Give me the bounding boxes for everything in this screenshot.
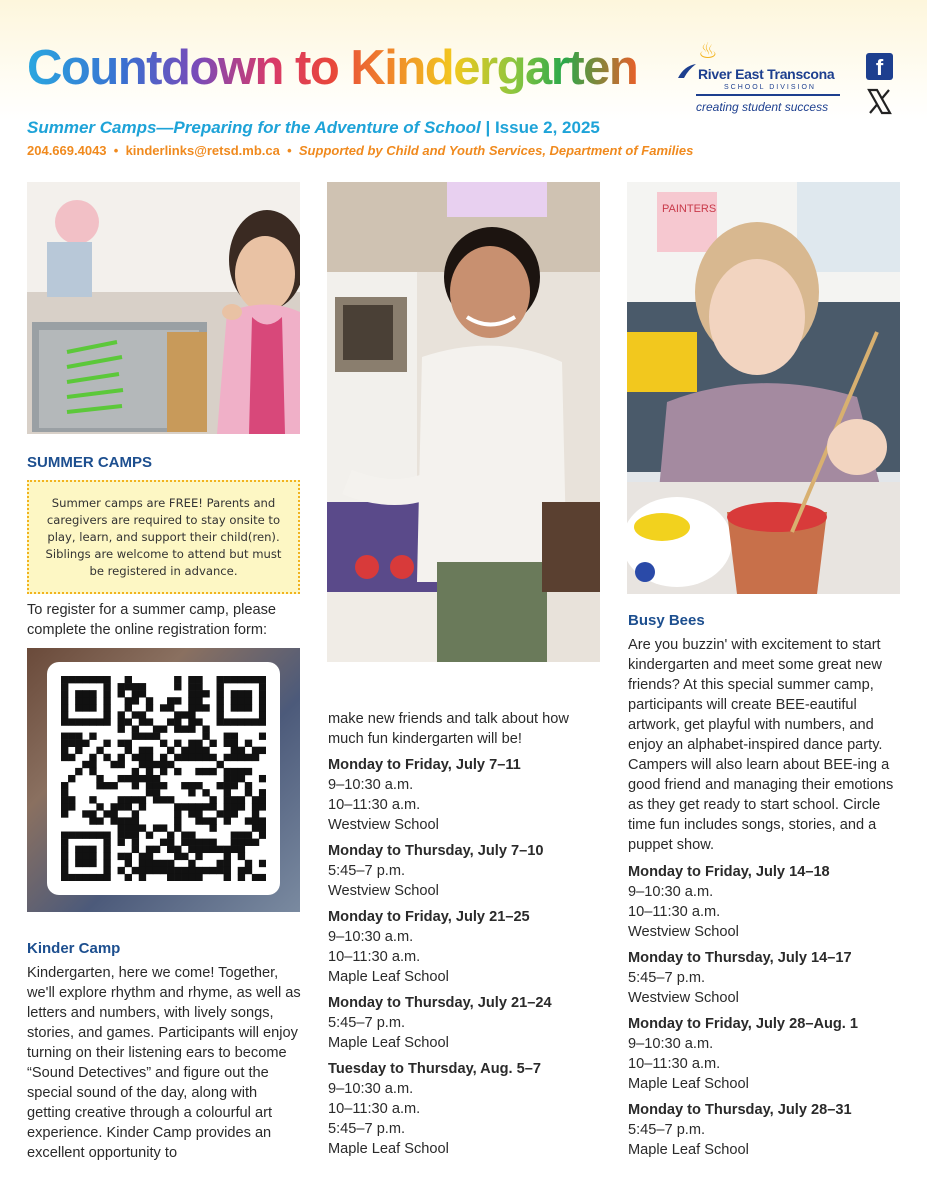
swoosh-icon	[676, 62, 698, 80]
x-icon[interactable]	[866, 88, 893, 115]
schedule-time: 10–11:30 a.m.	[328, 1101, 421, 1117]
painters-sign: PAINTERS	[662, 203, 717, 215]
flame-icon: ♨	[698, 38, 718, 63]
photo-toddler-craft	[27, 182, 300, 434]
schedule-location: Maple Leaf School	[628, 1076, 749, 1092]
schedule-block	[328, 1059, 608, 1159]
schedule-block	[328, 841, 608, 901]
schedule-location: Maple Leaf School	[328, 1035, 449, 1051]
logo-division: SCHOOL DIVISION	[724, 84, 816, 91]
busy-bees-heading: Busy Bees	[628, 612, 705, 629]
schedule-time: 5:45–7 p.m.	[628, 1122, 706, 1138]
photo-boy-kitchen	[327, 182, 600, 662]
schedule-time: 5:45–7 p.m.	[328, 863, 406, 879]
schedule-time: 9–10:30 a.m.	[328, 929, 414, 945]
bullet-separator: •	[113, 143, 119, 158]
logo-tagline: creating student success	[696, 100, 829, 114]
schedule-dates: Monday to Thursday, July 28–31	[628, 1102, 852, 1118]
logo-name: River East Transcona	[698, 66, 835, 82]
schedule-dates: Monday to Friday, July 21–25	[328, 909, 530, 925]
schedule-location: Westview School	[328, 817, 439, 833]
schedule-block	[328, 993, 608, 1053]
logo-rule	[696, 94, 840, 96]
schedule-block	[328, 907, 608, 987]
phone-number[interactable]: 204.669.4043	[27, 143, 107, 158]
schedule-location: Westview School	[328, 883, 439, 899]
register-line-2: complete the online registration form:	[27, 622, 268, 638]
schedule-time: 5:45–7 p.m.	[628, 970, 706, 986]
busy-bees-description: Are you buzzin' with excitement to start kindergarten and meet some great new friends? At this special summer camp, participants will create BEE-eautiful artwork, get playful with numbers, and enjoy an alphabet-inspired dance party. Campers will also learn about BEE-ing a good friend and managing their emotions as they get ready to start school. Circle time fun includes songs, stories, and a puppet show.	[628, 637, 894, 853]
schedule-block	[628, 862, 903, 942]
registration-qr-code[interactable]	[61, 676, 266, 881]
qr-card	[47, 662, 280, 895]
schedule-time: 10–11:30 a.m.	[628, 904, 721, 920]
photo-girl-painting	[627, 182, 900, 594]
facebook-icon[interactable]: f	[866, 53, 893, 80]
schedule-time: 5:45–7 p.m.	[328, 1121, 406, 1137]
kinder-camp-schedule	[328, 755, 608, 1165]
schedule-time: 9–10:30 a.m.	[628, 884, 714, 900]
schedule-dates: Monday to Friday, July 7–11	[328, 757, 521, 773]
issue-label: | Issue 2, 2025	[485, 118, 600, 137]
email-link[interactable]: kinderlinks@retsd.mb.ca	[125, 143, 280, 158]
subtitle	[27, 118, 600, 138]
schedule-dates: Monday to Friday, July 28–Aug. 1	[628, 1016, 859, 1032]
schedule-block	[328, 755, 608, 835]
schedule-location: Maple Leaf School	[628, 1142, 749, 1158]
schedule-block	[628, 1100, 903, 1160]
schedule-block	[628, 1014, 903, 1094]
kinder-camp-heading: Kinder Camp	[27, 940, 121, 957]
schedule-dates: Monday to Thursday, July 7–10	[328, 843, 544, 859]
schedule-dates: Monday to Thursday, July 14–17	[628, 950, 852, 966]
page-title: Countdown to Kindergarten	[27, 38, 637, 98]
free-camps-notice: Summer camps are FREE! Parents and caregivers are required to stay onsite to play, learn, and support their child(ren). Siblings are welcome to attend but must be registered in advance.	[27, 480, 300, 594]
contact-line	[27, 143, 693, 158]
schedule-dates: Monday to Friday, July 14–18	[628, 864, 830, 880]
schedule-dates: Monday to Thursday, July 21–24	[328, 995, 552, 1011]
retsd-logo	[672, 38, 844, 122]
schedule-time: 5:45–7 p.m.	[328, 1015, 406, 1031]
bullet-separator: •	[287, 143, 292, 158]
schedule-time: 10–11:30 a.m.	[628, 1056, 721, 1072]
subtitle-text: Summer Camps—Preparing for the Adventure of School	[27, 118, 481, 137]
register-line-1: To register for a summer camp, please	[27, 602, 276, 618]
schedule-location: Maple Leaf School	[328, 1141, 449, 1157]
schedule-time: 9–10:30 a.m.	[328, 777, 414, 793]
schedule-time: 9–10:30 a.m.	[328, 1081, 414, 1097]
schedule-location: Westview School	[628, 990, 739, 1006]
supported-by: Supported by Child and Youth Services, Department of Families	[298, 143, 694, 158]
kinder-camp-description-continued: make new friends and talk about how much fun kindergarten will be!	[328, 711, 569, 747]
schedule-time: 10–11:30 a.m.	[328, 949, 421, 965]
summer-camps-heading: SUMMER CAMPS	[27, 454, 153, 471]
registration-qr-photo	[27, 648, 300, 912]
busy-bees-schedule	[628, 862, 903, 1166]
kinder-camp-description: Kindergarten, here we come! Together, we'll explore rhythm and rhyme, as well as letters and numbers, with lively songs, stories, and games. Participants will enjoy turning on their listening ears to become “Sound Detectives” and figure out the special sound of the day, along with getting creative through a colourful art experience. Kinder Camp provides an excellent opportunity to	[27, 965, 301, 1161]
schedule-time: 10–11:30 a.m.	[328, 797, 421, 813]
register-instructions	[27, 600, 307, 640]
schedule-time: 9–10:30 a.m.	[628, 1036, 714, 1052]
schedule-location: Maple Leaf School	[328, 969, 449, 985]
schedule-dates: Tuesday to Thursday, Aug. 5–7	[328, 1061, 542, 1077]
schedule-location: Westview School	[628, 924, 739, 940]
schedule-block	[628, 948, 903, 1008]
